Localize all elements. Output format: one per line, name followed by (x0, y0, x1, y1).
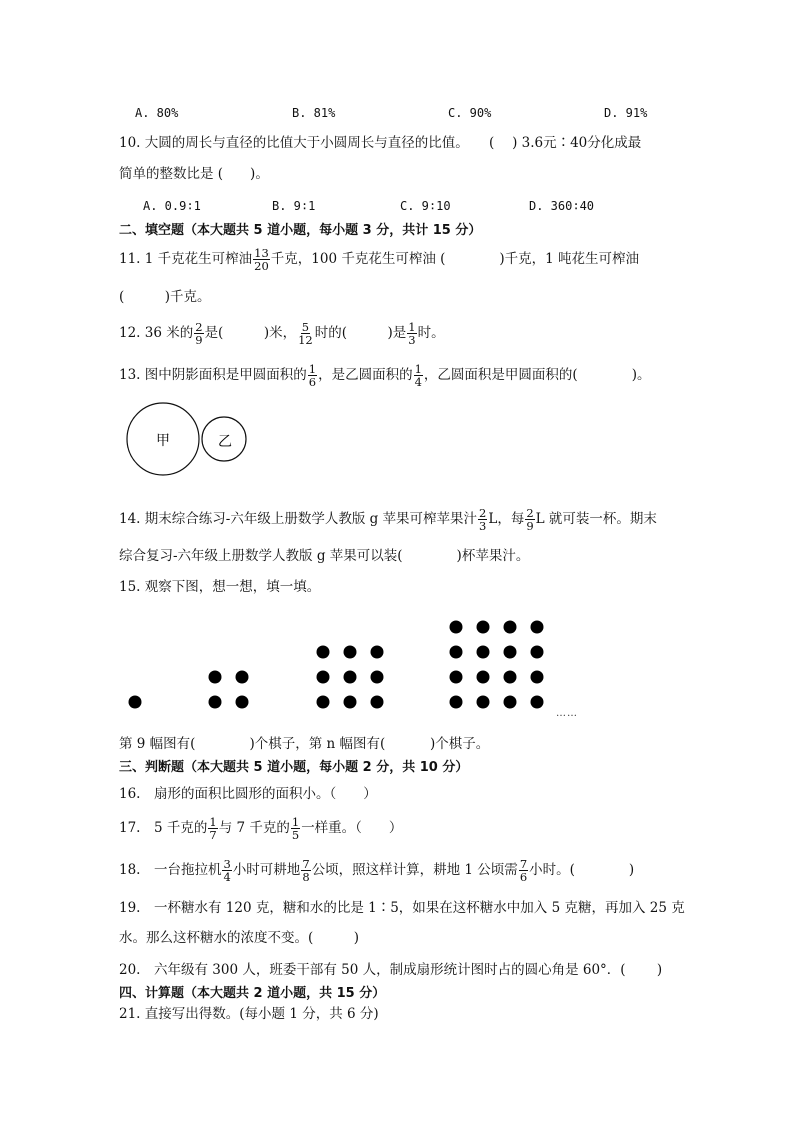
chess-piece (344, 696, 357, 709)
chess-piece (209, 671, 222, 684)
q9-option-c: C. 90% (448, 106, 492, 120)
q10-option-c: C. 9∶10 (400, 199, 451, 213)
section-4-title: 四、计算题（本大题共 2 道小题，共 15 分） (119, 986, 386, 1001)
q14-line1: 14. 期末综合练习-六年级上册数学人教版 g 苹果可榨苹果汁 $\frac{2}{3}$ L，每 $\frac{2}{9}$ L 就可装一杯。期末 (119, 506, 657, 533)
q10-line1: 10. 大圆的周长与直径的比值大于小圆周长与直径的比值。 ( ) 3.6元∶40分化成最 (119, 135, 642, 151)
q12-line: 12. 36 米的 $\frac{2}{9}$ 是( )米， $\frac{5}{12}$ 时的( )是 $\frac{1}{3}$ 时。 (119, 320, 445, 347)
q9-option-a: A. 80% (135, 106, 179, 120)
chess-piece (531, 646, 544, 659)
chess-piece (371, 646, 384, 659)
q10-line2: 简单的整数比是 ( )。 (119, 166, 269, 182)
q11-fraction: $\frac{13}{20}$ (254, 246, 269, 273)
q10-option-a: A. 0.9∶1 (143, 199, 201, 213)
chess-piece (209, 696, 222, 709)
q15-text: 15. 观察下图，想一想，填一填。 (119, 579, 321, 595)
overlapping-circles-figure (120, 396, 255, 482)
chess-piece (450, 671, 463, 684)
pattern-2 (209, 671, 249, 709)
q10-option-d: D. 360∶40 (529, 199, 595, 213)
chess-piece (371, 671, 384, 684)
chess-piece (344, 671, 357, 684)
chess-piece (531, 671, 544, 684)
q13-line: 13. 图中阴影面积是甲圆面积的 $\frac{1}{6}$ ，是乙圆面积的 $\frac{1}{4}$ ，乙圆面积是甲圆面积的( )。 (119, 362, 651, 389)
chess-piece (477, 646, 490, 659)
chess-piece (477, 621, 490, 634)
circle-jia-label: 甲 (156, 433, 170, 449)
chess-piece-patterns (120, 612, 560, 712)
chess-piece (504, 696, 517, 709)
chess-piece (317, 671, 330, 684)
chess-piece (477, 671, 490, 684)
chess-piece (504, 621, 517, 634)
chess-piece (450, 621, 463, 634)
chess-piece (477, 696, 490, 709)
q11-line2: ( )千克。 (119, 289, 211, 305)
q18-line: 18. 一台拖拉机 $\frac{3}{4}$ 小时可耕地 $\frac{7}{8}$ 公顷，照这样计算，耕地 1 公顷需 $\frac{7}{6}$ 小时。( ) (119, 857, 635, 884)
pattern-ellipsis: …… (556, 708, 578, 719)
pattern-4 (450, 621, 544, 709)
q16-line: 16. 扇形的面积比圆形的面积小。（ ） (119, 786, 377, 802)
q10-option-b: B. 9∶1 (272, 199, 316, 213)
chess-piece (236, 696, 249, 709)
chess-piece (450, 696, 463, 709)
q11-line1: 11. 1 千克花生可榨油 $\frac{13}{20}$ 千克，100 千克花生可榨油 ( )千克，1 吨花生可榨油 (119, 246, 640, 273)
q9-option-d: D. 91% (604, 106, 648, 120)
q21-line: 21. 直接写出得数。(每小题 1 分，共 6 分) (119, 1006, 379, 1022)
chess-piece (531, 621, 544, 634)
circle-yi-label: 乙 (218, 434, 232, 450)
chess-piece (129, 696, 142, 709)
chess-piece (504, 646, 517, 659)
q14-line2: 综合复习-六年级上册数学人教版 g 苹果可以装( )杯苹果汁。 (119, 548, 530, 564)
q15-answer: 第 9 幅图有( )个棋子，第 n 幅图有( )个棋子。 (119, 736, 490, 752)
section-2-title: 二、填空题（本大题共 5 道小题，每小题 3 分，共计 15 分） (119, 223, 482, 238)
q20-line: 20. 六年级有 300 人，班委干部有 50 人，制成扇形统计图时占的圆心角是 60°．( ) (119, 962, 663, 978)
chess-piece (344, 646, 357, 659)
chess-piece (531, 696, 544, 709)
pattern-3 (317, 646, 384, 709)
chess-piece (317, 646, 330, 659)
chess-piece (450, 646, 463, 659)
q19-line1: 19. 一杯糖水有 120 克，糖和水的比是 1∶5，如果在这杯糖水中加入 5 克糖，再加入 25 克 (119, 900, 685, 916)
q9-option-b: B. 81% (292, 106, 336, 120)
pattern-1 (129, 696, 142, 709)
chess-piece (371, 696, 384, 709)
section-3-title: 三、判断题（本大题共 5 道小题，每小题 2 分，共 10 分） (119, 760, 469, 775)
chess-piece (317, 696, 330, 709)
chess-piece (236, 671, 249, 684)
q19-line2: 水。那么这杯糖水的浓度不变。( ) (119, 930, 360, 946)
chess-piece (504, 671, 517, 684)
q17-line: 17. 5 千克的 $\frac{1}{7}$ 与 7 千克的 $\frac{1}{5}$ 一样重。（ ） (119, 815, 403, 842)
